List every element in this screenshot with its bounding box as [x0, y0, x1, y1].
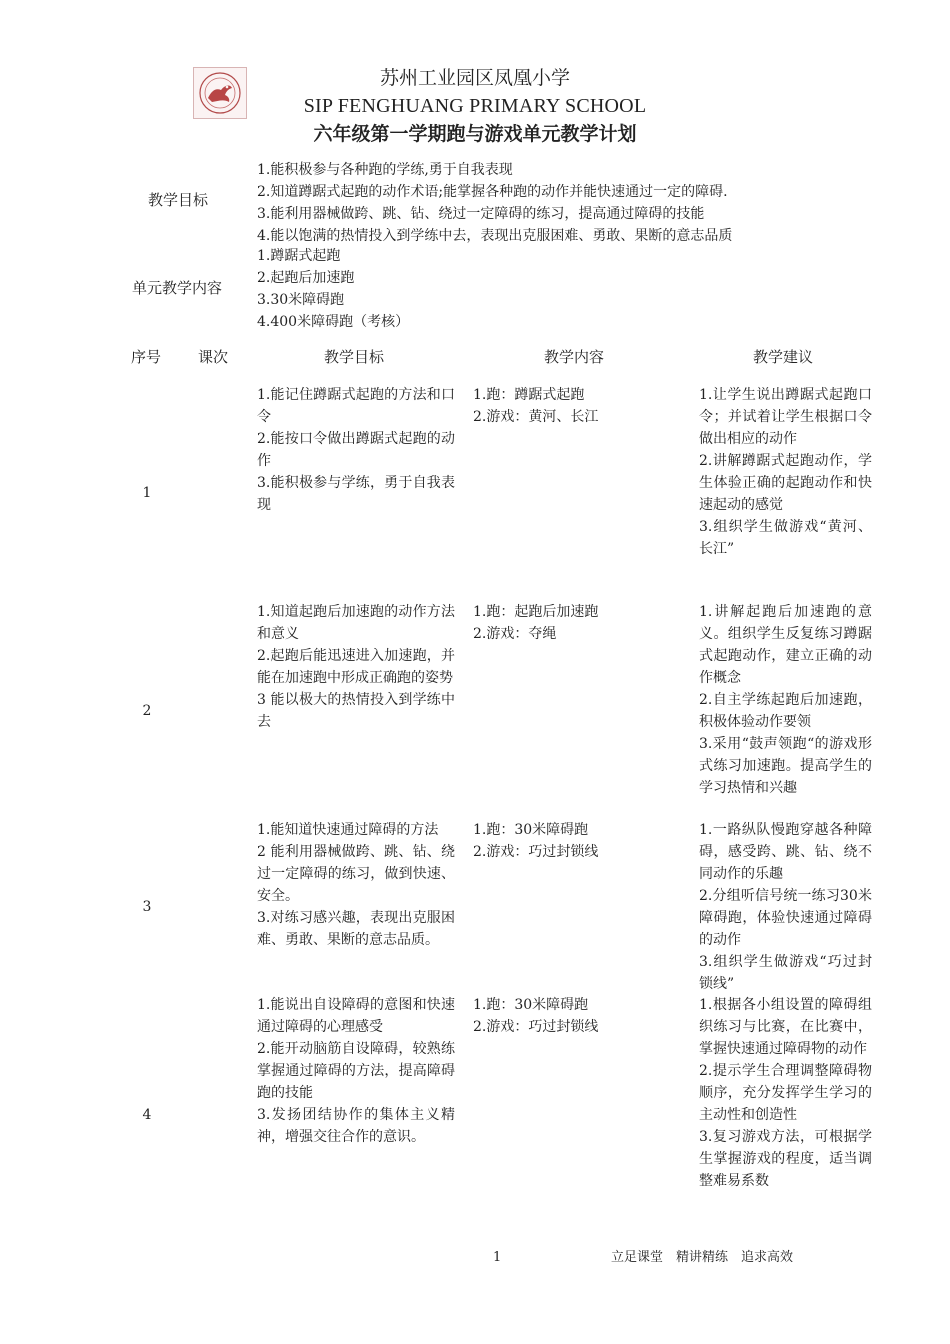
goal-item: 2.起跑后能迅速进入加速跑，并能在加速跑中形成正确跑的姿势 — [257, 648, 455, 686]
goal-item: 2.能按口令做出蹲踞式起跑的动作 — [257, 431, 455, 469]
content-item: 1.跑：起跑后加速跑 — [473, 604, 599, 620]
column-header-content: 教学内容 — [544, 348, 605, 366]
goal-item: 2.能开动脑筋自设障碍，较熟练掌握通过障碍的方法，提高障碍跑的技能 — [257, 1041, 455, 1101]
row-3-seq: 3 — [142, 899, 152, 915]
column-header-advice: 教学建议 — [753, 348, 814, 366]
footer-motto: 立足课堂 精讲精练 追求高效 — [611, 1250, 794, 1265]
school-name-chinese: 苏州工业园区凤凰小学 — [379, 67, 570, 89]
row-4-goals — [257, 994, 455, 1148]
row-1-seq: 1 — [142, 485, 152, 501]
row-2-advice — [699, 601, 872, 799]
unit-goal-item: 4.能以饱满的热情投入到学练中去，表现出克服困难、勇敢、果断的意志品质 — [257, 228, 733, 244]
unit-content-list — [257, 245, 409, 333]
advice-item: 3.组织学生做游戏“巧过封锁线” — [699, 954, 872, 992]
row-3-content — [473, 819, 673, 863]
column-header-lesson: 课次 — [198, 348, 229, 366]
advice-item: 1.让学生说出蹲踞式起跑口令；并试着让学生根据口令做出相应的动作 — [699, 387, 872, 447]
goal-item: 1.能记住蹲踞式起跑的方法和口令 — [257, 387, 455, 425]
unit-content-label: 单元教学内容 — [132, 279, 223, 297]
advice-item: 2.分组听信号统一练习30米障碍跑，体验快速通过障碍的动作 — [699, 888, 872, 948]
unit-content-item: 4.400米障碍跑（考核） — [257, 314, 410, 330]
row-1-advice — [699, 384, 872, 560]
unit-goals-label: 教学目标 — [148, 191, 209, 209]
row-2-content — [473, 601, 673, 645]
row-4-advice — [699, 994, 872, 1192]
unit-content-item: 2.起跑后加速跑 — [257, 270, 355, 286]
goal-item: 2 能利用器械做跨、跳、钻、绕过一定障碍的练习，做到快速、安全。 — [257, 844, 455, 904]
unit-content-item: 3.30米障碍跑 — [257, 292, 345, 308]
content-item: 1.跑：30米障碍跑 — [473, 997, 589, 1013]
goal-item: 1.能说出自设障碍的意图和快速通过障碍的心理感受 — [257, 997, 455, 1035]
content-item: 1.跑：蹲踞式起跑 — [473, 387, 585, 403]
row-2-seq: 2 — [142, 703, 152, 719]
advice-item: 2.自主学练起跑后加速跑，积极体验动作要领 — [699, 692, 872, 730]
row-4-seq: 4 — [142, 1107, 152, 1123]
page-number: 1 — [493, 1250, 502, 1265]
document-title: 六年级第一学期跑与游戏单元教学计划 — [313, 123, 637, 145]
school-name-english: SIP FENGHUANG PRIMARY SCHOOL — [303, 95, 647, 117]
unit-goals-list — [257, 159, 732, 247]
row-3-goals — [257, 819, 455, 951]
content-item: 1.跑：30米障碍跑 — [473, 822, 589, 838]
goal-item: 1.知道起跑后加速跑的动作方法和意义 — [257, 604, 455, 642]
advice-item: 2.讲解蹲踞式起跑动作，学生体验正确的起跑动作和快速起动的感觉 — [699, 453, 872, 513]
column-header-goal: 教学目标 — [324, 348, 385, 366]
goal-item: 1.能知道快速通过障碍的方法 — [257, 822, 439, 838]
row-3-advice — [699, 819, 872, 995]
advice-item: 2.提示学生合理调整障碍物顺序，充分发挥学生学习的主动性和创造性 — [699, 1063, 872, 1123]
row-1-goals — [257, 384, 455, 516]
unit-content-item: 1.蹲踞式起跑 — [257, 248, 341, 264]
goal-item: 3.能积极参与学练，勇于自我表现 — [257, 475, 455, 513]
goal-item: 3 能以极大的热情投入到学练中去 — [257, 692, 455, 730]
advice-item: 1.根据各小组设置的障碍组织练习与比赛，在比赛中，掌握快速通过障碍物的动作 — [699, 997, 872, 1057]
advice-item: 3.复习游戏方法，可根据学生掌握游戏的程度，适当调整难易系数 — [699, 1129, 872, 1189]
advice-item: 1.一路纵队慢跑穿越各种障碍，感受跨、跳、钻、绕不同动作的乐趣 — [699, 822, 872, 882]
content-item: 2.游戏：夺绳 — [473, 626, 557, 642]
goal-item: 3.发扬团结协作的集体主义精神，增强交往合作的意识。 — [257, 1107, 455, 1145]
row-2-goals — [257, 601, 455, 733]
unit-goal-item: 3.能利用器械做跨、跳、钻、绕过一定障碍的练习，提高通过障碍的技能 — [257, 206, 705, 222]
column-header-seq: 序号 — [131, 348, 162, 366]
unit-goal-item: 2.知道蹲踞式起跑的动作术语;能掌握各种跑的动作并能快速通过一定的障碍. — [257, 184, 728, 200]
advice-item: 3.采用“鼓声领跑“的游戏形式练习加速跑。提高学生的学习热情和兴趣 — [699, 736, 872, 796]
content-item: 2.游戏：巧过封锁线 — [473, 1019, 599, 1035]
content-item: 2.游戏：巧过封锁线 — [473, 844, 599, 860]
row-1-content — [473, 384, 673, 428]
advice-item: 1.讲解起跑后加速跑的意义。组织学生反复练习蹲踞式起跑动作，建立正确的动作概念 — [699, 604, 872, 686]
goal-item: 3.对练习感兴趣，表现出克服困难、勇敢、果断的意志品质。 — [257, 910, 455, 948]
content-item: 2.游戏：黄河、长江 — [473, 409, 599, 425]
unit-goal-item: 1.能积极参与各种跑的学练,勇于自我表现 — [257, 162, 513, 178]
advice-item: 3.组织学生做游戏“黄河、长江” — [699, 519, 872, 557]
row-4-content — [473, 994, 673, 1038]
